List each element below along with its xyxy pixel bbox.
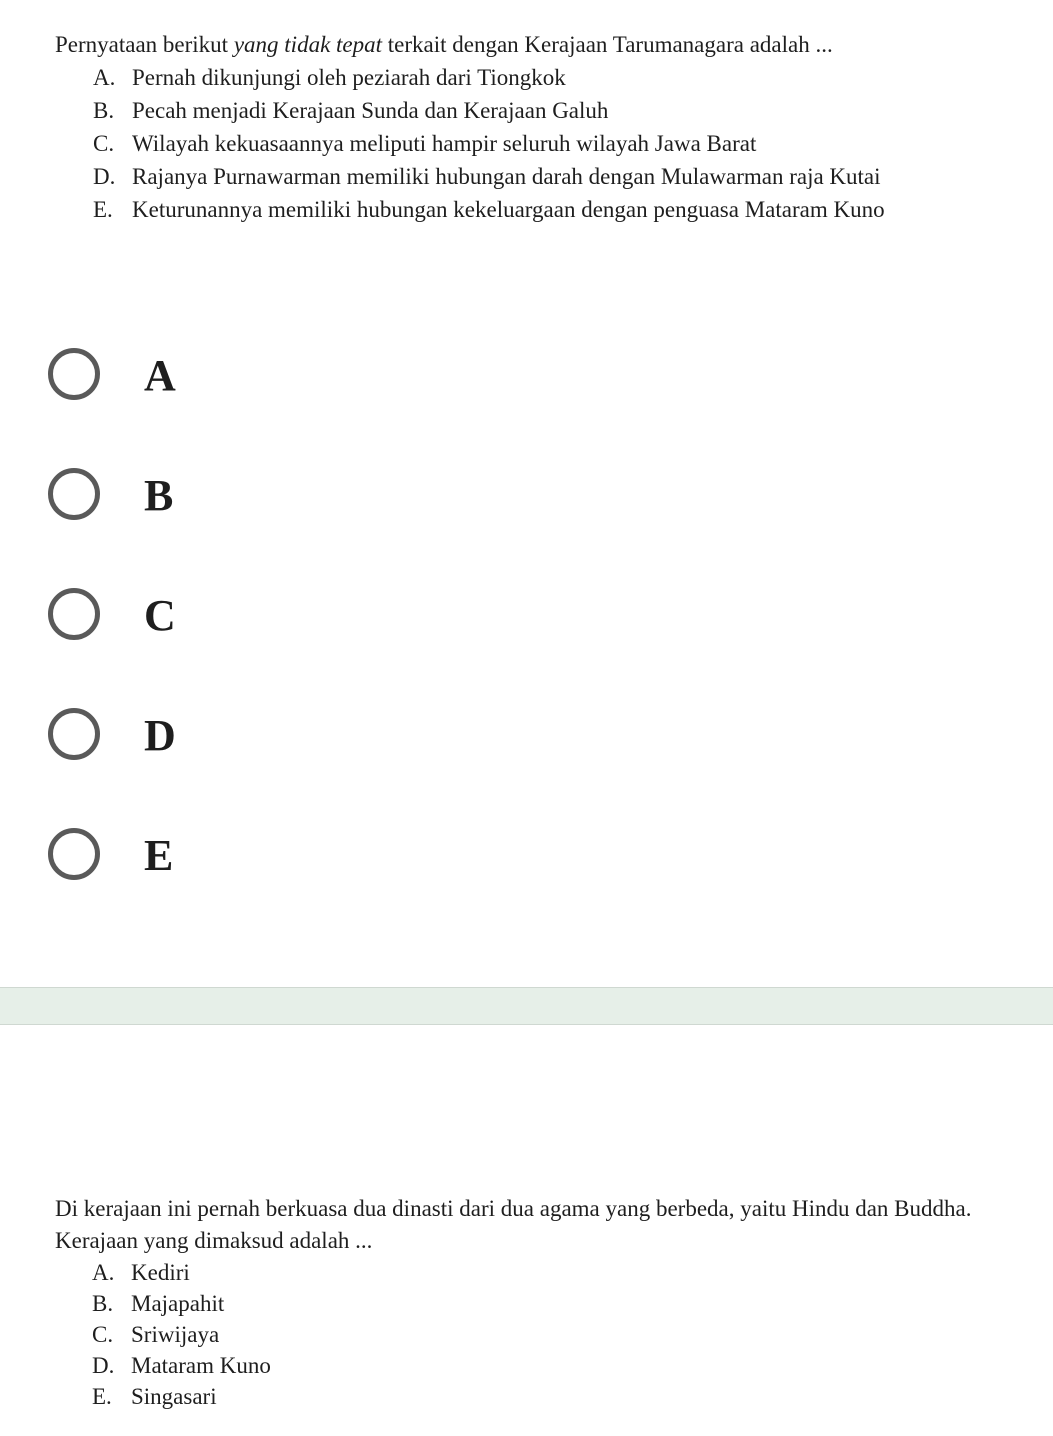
question-1-stem-start: Pernyataan berikut xyxy=(55,32,234,57)
option-text: Wilayah kekuasaannya meliputi hampir seluruh wilayah Jawa Barat xyxy=(132,131,757,156)
question-1-stem-emphasis: yang tidak tepat xyxy=(233,32,383,57)
option-text: Pecah menjadi Kerajaan Sunda dan Kerajaan Galuh xyxy=(132,98,609,123)
question-2-option-b xyxy=(55,1288,1035,1319)
answer-label-c[interactable]: C xyxy=(144,591,176,640)
option-letter: E. xyxy=(92,1384,112,1409)
answer-choice-c[interactable] xyxy=(48,588,448,660)
question-2-option-a xyxy=(55,1257,1035,1288)
option-letter: A. xyxy=(93,65,116,90)
radio-button-e[interactable] xyxy=(48,828,100,880)
question-1-options xyxy=(55,61,1045,226)
option-text: Kediri xyxy=(131,1260,190,1285)
question-2-option-c xyxy=(55,1319,1035,1350)
answer-label-e[interactable]: E xyxy=(144,831,174,880)
question-1 xyxy=(55,28,1045,226)
option-text: Mataram Kuno xyxy=(131,1353,271,1378)
answer-label-a[interactable]: A xyxy=(144,351,176,400)
question-1-option-a xyxy=(55,61,1045,94)
question-1-stem xyxy=(55,28,1045,61)
option-letter: A. xyxy=(92,1260,115,1285)
question-1-option-e xyxy=(55,193,1045,226)
option-letter: E. xyxy=(93,197,113,222)
option-text: Keturunannya memiliki hubungan kekeluargaan dengan penguasa Mataram Kuno xyxy=(132,197,885,222)
option-letter: C. xyxy=(92,1322,114,1347)
radio-button-b[interactable] xyxy=(48,468,100,520)
question-1-option-b xyxy=(55,94,1045,127)
option-text: Singasari xyxy=(131,1384,217,1409)
answer-label-b[interactable]: B xyxy=(144,471,174,520)
radio-button-c[interactable] xyxy=(48,588,100,640)
answer-choice-d[interactable] xyxy=(48,708,448,780)
question-1-option-c xyxy=(55,127,1045,160)
radio-button-d[interactable] xyxy=(48,708,100,760)
option-letter: C. xyxy=(93,131,115,156)
question-2 xyxy=(55,1193,1035,1412)
option-letter: B. xyxy=(92,1291,114,1316)
answer-label-d[interactable]: D xyxy=(144,711,176,760)
option-text: Rajanya Purnawarman memiliki hubungan darah dengan Mulawarman raja Kutai xyxy=(132,164,881,189)
option-text: Majapahit xyxy=(131,1291,225,1316)
question-1-option-d xyxy=(55,160,1045,193)
question-divider xyxy=(0,987,1053,1025)
answer-choice-a[interactable] xyxy=(48,348,448,420)
option-letter: B. xyxy=(93,98,115,123)
question-2-option-e xyxy=(55,1381,1035,1412)
option-letter: D. xyxy=(92,1353,115,1378)
option-text: Sriwijaya xyxy=(131,1322,220,1347)
question-1-stem-end: terkait dengan Kerajaan Tarumanagara adalah ... xyxy=(382,32,833,57)
option-text: Pernah dikunjungi oleh peziarah dari Tiongkok xyxy=(132,65,566,90)
option-letter: D. xyxy=(93,164,116,189)
question-2-stem: Di kerajaan ini pernah berkuasa dua dinasti dari dua agama yang berbeda, yaitu Hindu dan Buddha. Kerajaan yang dimaksud adalah ... xyxy=(55,1196,972,1253)
answer-choice-e[interactable] xyxy=(48,828,448,900)
radio-button-a[interactable] xyxy=(48,348,100,400)
question-2-options xyxy=(55,1257,1035,1412)
question-2-option-d xyxy=(55,1350,1035,1381)
answer-choice-b[interactable] xyxy=(48,468,448,540)
